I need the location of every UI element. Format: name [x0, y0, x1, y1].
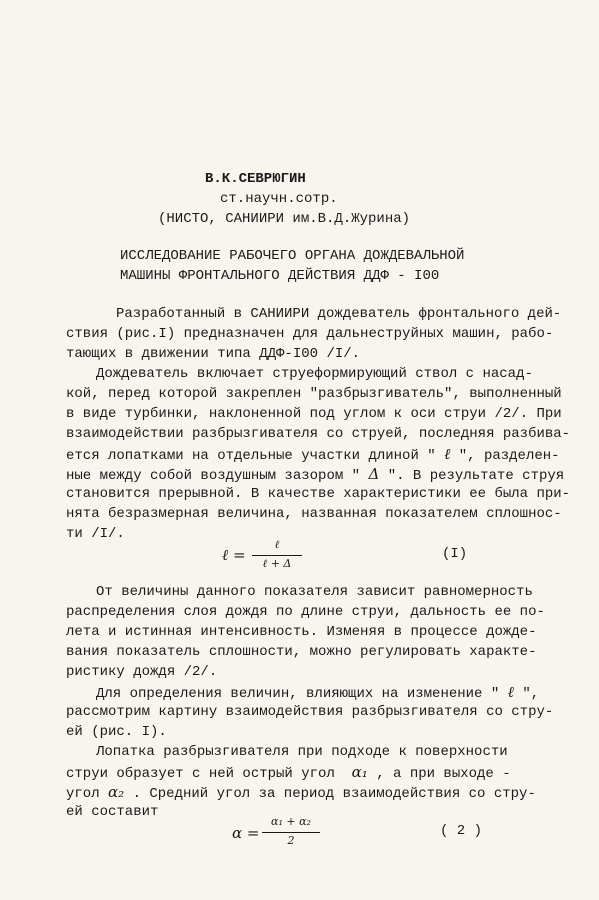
p5-line-4: ей составит	[66, 804, 159, 820]
p2-line-6	[66, 465, 564, 485]
symbol-delta: Δ	[368, 465, 380, 483]
p4-line-2: рассмотрим картину взаимодействия разбрызгивателя со стру-	[66, 704, 554, 720]
author-affiliation: (НИСТО, САНИИРИ им.В.Д.Журина)	[158, 211, 411, 227]
p3-line-3: лета и истинная интенсивность. Изменяя в процессе дожде-	[66, 624, 537, 640]
p2-line-5-text-b: ", разделен-	[458, 448, 560, 464]
p4-line-1-text-b: ",	[522, 686, 540, 702]
p5-line-2-text-b: , а при выходе -	[376, 766, 511, 782]
symbol-ell: ℓ	[444, 445, 451, 463]
p2-line-6-text-b: ". В результате струя	[387, 468, 565, 484]
p5-line-2	[66, 763, 511, 783]
p1-line-3: тающих в движении типа ДДФ-I00 /I/.	[66, 346, 361, 362]
p2-line-2: кой, перед которой закреплен "разбрызгиватель", выполненный	[66, 386, 562, 402]
p5-line-3-text-b: . Средний угол за период взаимодействия со стру-	[132, 786, 536, 802]
eq1-denominator: ℓ + Δ	[262, 557, 292, 570]
p2-line-7: становится прерывной. В качестве характеристики ее была при-	[66, 486, 571, 502]
eq2-numerator: α₁ + α₂	[271, 815, 311, 828]
p3-line-2: распределения слоя дождя по длине струи, дальность ее по-	[66, 604, 545, 620]
eq1-label: (I)	[442, 546, 468, 562]
author-name: В.К.СЕВРЮГИН	[205, 171, 306, 187]
eq2-denominator: 2	[287, 834, 295, 847]
p4-line-3: ей (рис. I).	[66, 724, 167, 740]
p2-line-1: Дождеватель включает струеформирующий ствол с насад-	[96, 366, 533, 382]
p3-line-5: ристику дождя /2/.	[66, 664, 218, 680]
p1-line-1: Разработанный в САНИИРИ дождеватель фронтального дей-	[116, 306, 562, 322]
symbol-alpha-2: α₂	[108, 783, 125, 801]
title-line-1: ИССЛЕДОВАНИЕ РАБОЧЕГО ОРГАНА ДОЖДЕВАЛЬНОЙ	[120, 248, 465, 264]
eq2-lhs: α =	[232, 824, 260, 842]
p5-line-3	[66, 783, 536, 803]
symbol-alpha-1: α₁	[351, 763, 368, 781]
p2-line-3: в виде турбинки, наклоненной под углом к оси струи /2/. При	[66, 406, 562, 422]
p4-line-1-text-a: Для определения величин, влияющих на изменение "	[96, 686, 500, 702]
p2-line-6-text-a: ные между собой воздушным зазором "	[66, 468, 361, 484]
eq2-label: ( 2 )	[440, 823, 483, 839]
p5-line-1: Лопатка разбрызгивателя при подходе к поверхности	[96, 744, 508, 760]
p3-line-1: От величины данного показателя зависит равномерность	[96, 584, 533, 600]
p2-line-5	[66, 445, 560, 465]
p1-line-2: ствия (рис.I) предназначен для дальнеструйных машин, рабо-	[66, 326, 554, 342]
p2-line-4: взаимодействии разбрызгивателя со струей, последняя разбива-	[66, 426, 571, 442]
p2-line-8: нята безразмерная величина, названная показателем сплошнос-	[66, 506, 562, 522]
eq1-lhs: ℓ =	[222, 546, 246, 564]
title-line-2: МАШИНЫ ФРОНТАЛЬНОГО ДЕЙСТВИЯ ДДФ - I00	[120, 268, 440, 284]
eq1-numerator: ℓ	[274, 538, 280, 551]
p3-line-4: вания показатель сплошности, можно регулировать характе-	[66, 644, 537, 660]
eq2-fraction-bar	[262, 832, 320, 833]
p2-line-9: ти /I/.	[66, 526, 125, 542]
eq1-fraction-bar	[252, 555, 302, 556]
p5-line-2-text-a: струи образует с ней острый угол	[66, 766, 335, 782]
symbol-ell-2: ℓ	[507, 683, 514, 701]
p2-line-5-text-a: ется лопатками на отдельные участки длиной "	[66, 448, 436, 464]
p5-line-3-text-a: угол	[66, 786, 100, 802]
author-position: ст.научн.сотр.	[220, 191, 338, 207]
p4-line-1	[96, 683, 539, 703]
